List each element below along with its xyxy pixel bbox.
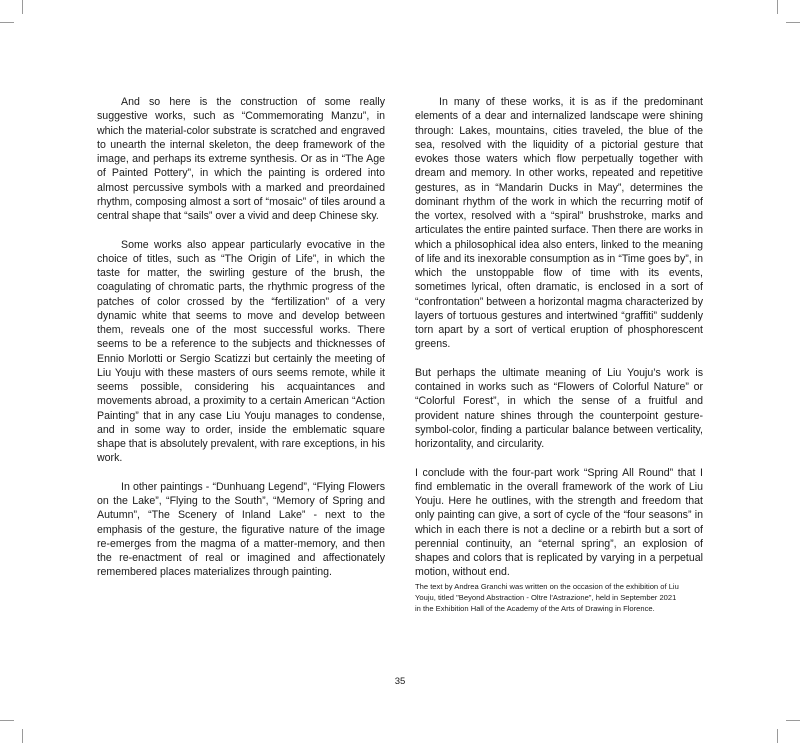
crop-mark-bottom-right [777,729,778,743]
left-text-column [97,95,385,594]
right-paragraph-1: In many of these works, it is as if the predominant elements of a dear and internalized landscape were shining through: Lakes, mountains, cities traveled, the blue of the sea, resolved with the liquidity of a pictorial gesture that evokes those waters which flow perpetually together with dream and memory. In other works, repeated and repetitive gestures, as in “Mandarin Ducks in May”, determines the dominant rhythm of the work in which the recurring motif of the vortex, resolved with a “spiral” brushstroke, marks and articulates the entire painted surface. Then there are works in which a philosophical idea also enters, linked to the meaning of life and its inexorable consumption as in “Time goes by”, in which the unstoppable flow of time with its events, sometimes lyrical, often dramatic, is enclosed in a sort of “confrontation” between a horizontal magma characterized by layers of tortuous gestures and intertwined “graffiti” suddenly torn apart by a sort of vertical eruption of phosphorescent greens. [415,96,703,351]
right-paragraph-3: I conclude with the four-part work “Spring All Round” that I find emblematic in the overall framework of the work of Liu Youju. Here he outlines, with the strength and freedom that only painting can give, a sort of cycle of the “four seasons” in which in each there is not a decline or a rebirth but a sort of perennial continuity, an “eternal spring”, an explosion of shapes and colors that is replicated by varying in a perpetual motion, without end. [415,466,703,579]
left-paragraph-3: In other paintings - “Dunhuang Legend”, “Flying Flowers on the Lake”, “Flying to the South”, “Memory of Spring and Autumn”, “The Scenery of Inland Lake” - next to the emphasis of the gesture, the figurative nature of the image re-emerges from the magma of a matter-memory, and then the re-enactment of real or imagined and affectionately remembered places materializes through painting. [97,480,385,579]
left-paragraph-1: And so here is the construction of some really suggestive works, such as “Commemorating Manzu”, in which the material-color substrate is scratched and engraved to unearth the internal skeleton, the deep framework of the image, and perhaps its extreme synthesis. Or as in “The Age of Painted Pottery”, in which the painting is ordered into almost percussive symbols with a marked and preordained rhythm, composing almost a sort of “mosaic” of tiles around a central shape that “sails” over a vivid and deep Chinese sky. [97,96,385,222]
footnote-line-3: in the Exhibition Hall of the Academy of the Arts of Drawing in Florence. [415,604,655,613]
left-paragraph-2: Some works also appear particularly evocative in the choice of titles, such as “The Origin of Life”, in which the taste for matter, the swirling gesture of the brush, the coagulating of chromatic parts, the rhythmic progress of the patches of color crossed by the “fertilization” of a very dynamic white that seems to move and develop between them, reveals one of the most successful works. There seems to be a reference to the subjects and thicknesses of Ennio Morlotti or Sergio Scatizzi but certainly the meeting of Liu Youju with these masters of ours seems remote, while it seems possible, considering his acquaintances and movements abroad, a proximity to a certain American “Action Painting” that in any case Liu Youju manages to condense, and in some way to order, inside the emblematic square shape that is absolutely prevalent, with rare exceptions, in his work. [97,238,385,465]
right-text-column [415,95,703,594]
crop-mark-bottom-left [22,729,23,743]
crop-mark-top-right [777,0,778,14]
right-paragraph-2: But perhaps the ultimate meaning of Liu Youju’s work is contained in works such as “Flowers of Colorful Nature” or “Colorful Forest”, in which the sense of a fruitful and provident nature shines through the counterpoint gesture-symbol-color, finding a particular balance between verticality, horizontality, and circularity. [415,366,703,450]
footnote-line-1: The text by Andrea Granchi was written on the occasion of the exhibition of Liu [415,582,679,591]
footnote-line-2: Youju, titled "Beyond Abstraction - Oltre l’Astrazione", held in September 2021 [415,593,677,602]
crop-mark-top-left-h [0,22,14,23]
crop-mark-top-left [22,0,23,14]
crop-mark-bottom-left-h [0,720,14,721]
page-number: 35 [394,676,406,687]
footnote [415,581,705,614]
crop-mark-top-right-h [786,22,800,23]
crop-mark-bottom-right-h [786,720,800,721]
